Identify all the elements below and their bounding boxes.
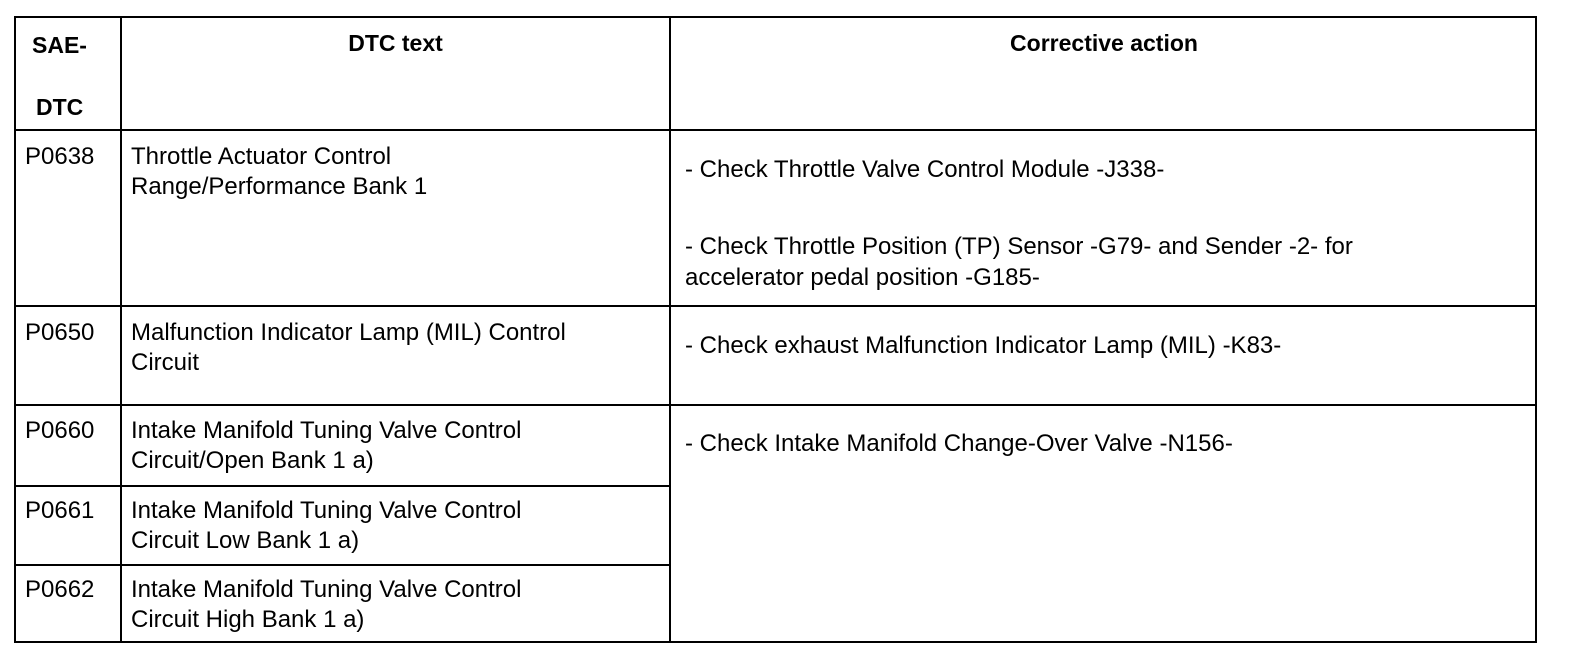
row-divider-2: [16, 404, 1535, 406]
header-divider: [16, 129, 1535, 131]
row-p0662-text-line1: Intake Manifold Tuning Valve Control: [131, 576, 522, 603]
row-divider-1: [16, 305, 1535, 307]
row-p0638-action-1: - Check Throttle Valve Control Module -J338-: [685, 156, 1165, 183]
row-p0660-action-1: - Check Intake Manifold Change-Over Valve -N156-: [685, 430, 1233, 457]
row-p0638-action-3: accelerator pedal position -G185-: [685, 264, 1040, 291]
row-divider-3: [16, 485, 671, 487]
header-corrective-action: Corrective action: [1010, 30, 1198, 56]
row-p0660-text-line1: Intake Manifold Tuning Valve Control: [131, 417, 522, 444]
row-p0638-code: P0638: [25, 143, 95, 170]
row-p0650-text-line2: Circuit: [131, 349, 200, 376]
row-p0638-action-2: - Check Throttle Position (TP) Sensor -G79- and Sender -2- for: [685, 233, 1353, 260]
column-divider-2: [669, 18, 671, 641]
row-p0660-code: P0660: [25, 417, 95, 444]
header-sae-line1: SAE-: [32, 32, 87, 58]
row-p0650-text-line1: Malfunction Indicator Lamp (MIL) Control: [131, 319, 566, 346]
row-p0661-code: P0661: [25, 497, 95, 524]
row-p0662-code: P0662: [25, 576, 95, 603]
row-divider-4: [16, 564, 671, 566]
row-p0661-text-line1: Intake Manifold Tuning Valve Control: [131, 497, 522, 524]
row-p0638-text-line2: Range/Performance Bank 1: [131, 173, 428, 200]
row-p0638-text-line1: Throttle Actuator Control: [131, 143, 392, 170]
row-p0662-text-line2: Circuit High Bank 1 a): [131, 606, 365, 633]
header-sae-line2: DTC: [36, 94, 84, 120]
dtc-table: [14, 16, 1537, 643]
row-p0650-code: P0650: [25, 319, 95, 346]
row-p0650-action-1: - Check exhaust Malfunction Indicator Lamp (MIL) -K83-: [685, 332, 1282, 359]
column-divider-1: [120, 18, 122, 641]
row-p0660-text-line2: Circuit/Open Bank 1 a): [131, 447, 374, 474]
header-dtc-text: DTC text: [348, 30, 443, 56]
row-p0661-text-line2: Circuit Low Bank 1 a): [131, 527, 360, 554]
